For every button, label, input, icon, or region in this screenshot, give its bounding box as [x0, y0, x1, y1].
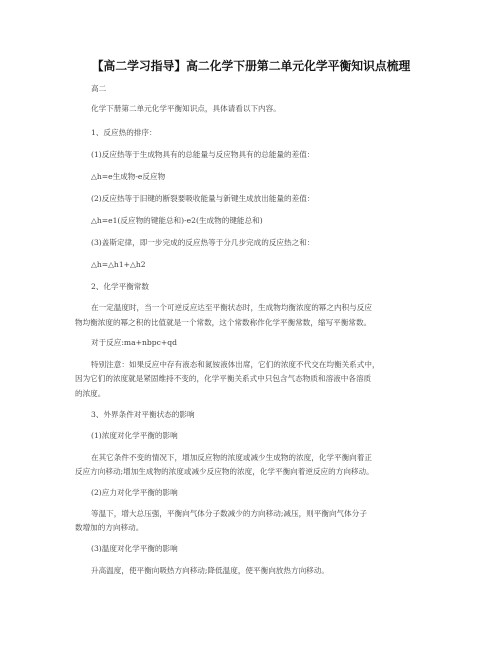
paragraph-line: 升高温度，使平衡向吸热方向移动;降低温度，使平衡向放热方向移动。 [91, 566, 329, 575]
paragraph-line: (2)应力对化学平衡的影响 [91, 488, 178, 497]
paragraph-line: 特别注意：如果反应中存有液态和氮铵液体出席，它们的浓度不代交在均衡关系式中， [91, 360, 380, 369]
paragraph-line: 在其它条件不变的情况下，增加反应物的浓度或减少生成物的浓度，化学平衡向着正 [91, 453, 372, 462]
paragraph-line: 反应方向移动;增加生成物的浓度或减少反应物的浓度，化学平衡向着逆反应的方向移动。 [75, 467, 374, 476]
paragraph-line: 的浓度。 [75, 389, 106, 398]
paragraph-line: (1)反应热等于生成物具有的总能量与反应物具有的总能量的差值： [91, 150, 315, 159]
paragraph-line: (1)浓度对化学平衡的影响 [91, 431, 178, 440]
paragraph-line: 对于反应:ma+nbpc+qd [91, 338, 177, 347]
paragraph-line: 等温下，增大总压强，平衡向气体分子数减少的方向移动;减压，则平衡向气体分子 [91, 509, 367, 518]
formula-line: △h=e1(反应物的键能总和)-e2(生成物的键能总和) [91, 216, 263, 225]
paragraph-line: 在一定温度时，当一个可逆反应达至平衡状态时，生成物均衡浓度的幂之内积与反应 [91, 303, 372, 312]
section-heading: 2、化学平衡常数 [91, 282, 149, 291]
paragraph-line: 高二 [91, 84, 107, 93]
paragraph-line: (3)温度对化学平衡的影响 [91, 544, 178, 553]
section-heading: 1、反应热的排序： [91, 128, 157, 137]
paragraph-line: 因为它们的浓度就是紧固维持不变的，化学平衡关系式中只包含气态物质和溶液中各溶质 [75, 374, 372, 383]
paragraph-line: 物均衡浓度的幂之积的比值就是一个常数，这个常数称作化学平衡常数，缩写平衡常数。 [75, 318, 372, 327]
paragraph-line: 数增加的方向移动。 [75, 523, 144, 532]
section-heading: 3、外界条件对平衡状态的影响 [91, 410, 195, 419]
paragraph-line: (3)盖斯定律，即一步完成的反应热等于分几步完成的反应热之和： [91, 238, 315, 247]
document-title: 【高二学习指导】高二化学下册第二单元化学平衡知识点梳理 [91, 59, 411, 73]
paragraph-line: 化学下册第二单元化学平衡知识点，具体请看以下内容。 [91, 104, 281, 113]
paragraph-line: (2)反应热等于旧键的断裂要吸收能量与新键生成放出能量的差值： [91, 194, 315, 203]
formula-line: △h=△h1+△h2 [91, 260, 146, 269]
formula-line: △h=e生成物-e反应物 [91, 172, 166, 181]
